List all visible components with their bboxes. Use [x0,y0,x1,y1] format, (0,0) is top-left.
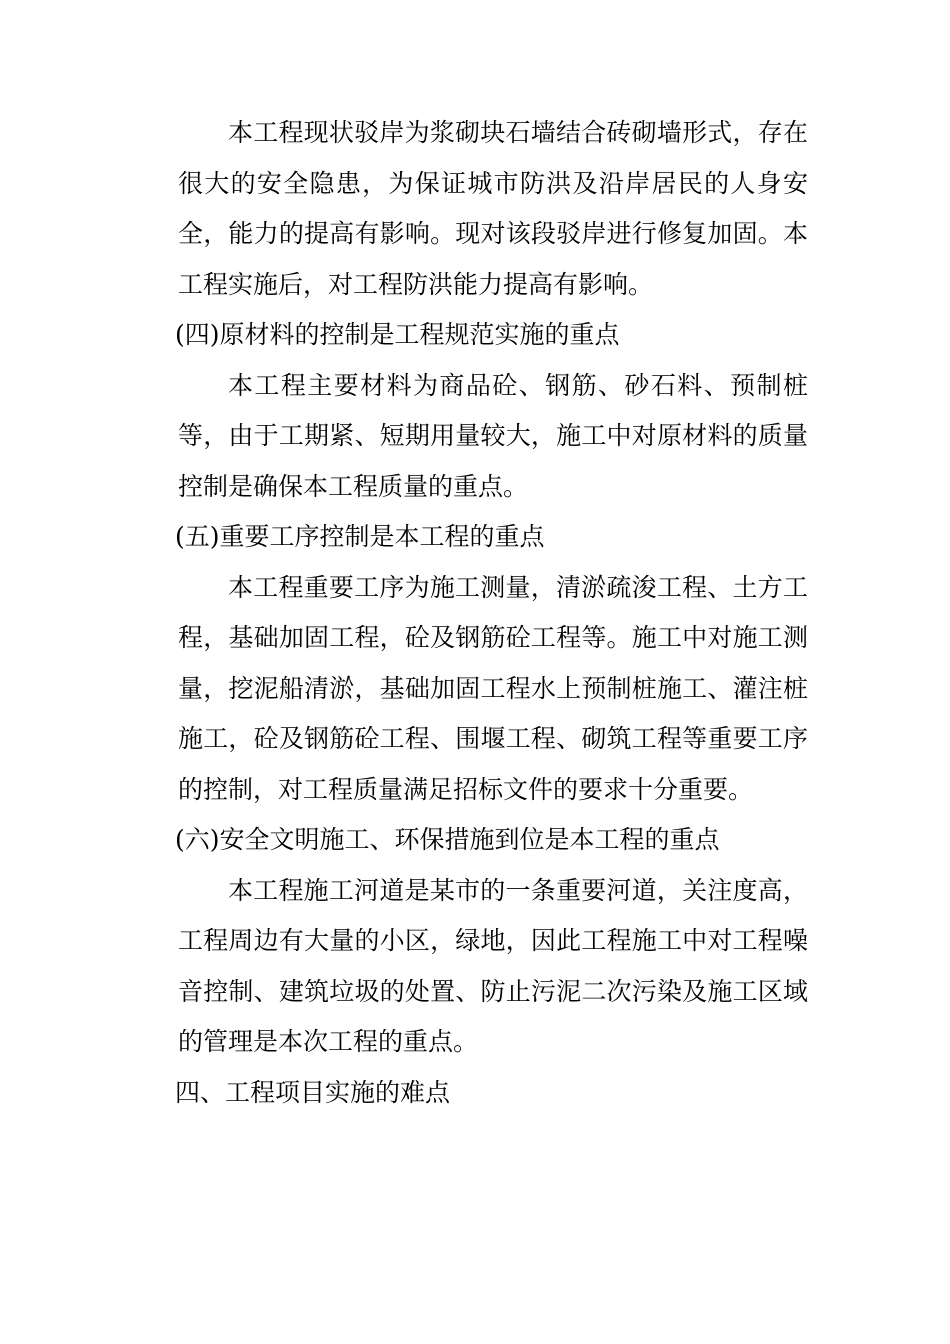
paragraph-existing-revetment: 本工程现状驳岸为浆砌块石墙结合砖砌墙形式，存在很大的安全隐患，为保证城市防洪及沿岸居民的人身安全，能力的提高有影响。现对该段驳岸进行修复加固。本工程实施后，对工程防洪能力提高有影响。 [178,118,808,299]
section-heading-4: (四)原材料的控制是工程规范实施的重点 [175,320,620,349]
paragraph-key-procedures: 本工程重要工序为施工测量，清淤疏浚工程、土方工程，基础加固工程，砼及钢筋砼工程等。施工中对施工测量，挖泥船清淤，基础加固工程水上预制桩施工、灌注桩施工，砼及钢筋砼工程、围堰工程、砌筑工程等重要工序的控制，对工程质量满足招标文件的要求十分重要。 [178,572,808,804]
section-heading-6: (六)安全文明施工、环保措施到位是本工程的重点 [175,825,720,854]
document-body [175,108,808,1118]
chapter-heading-difficulties: 四、工程项目实施的难点 [175,1077,451,1107]
paragraph-safety-environment: 本工程施工河道是某市的一条重要河道，关注度高，工程周边有大量的小区，绿地，因此工程施工中对工程噪音控制、建筑垃圾的处置、防止污泥二次污染及施工区域的管理是本次工程的重点。 [178,875,808,1056]
section-heading-5: (五)重要工序控制是本工程的重点 [175,522,545,551]
paragraph-raw-materials: 本工程主要材料为商品砼、钢筋、砂石料、预制桩等，由于工期紧、短期用量较大，施工中对原材料的质量控制是确保本工程质量的重点。 [178,370,808,501]
